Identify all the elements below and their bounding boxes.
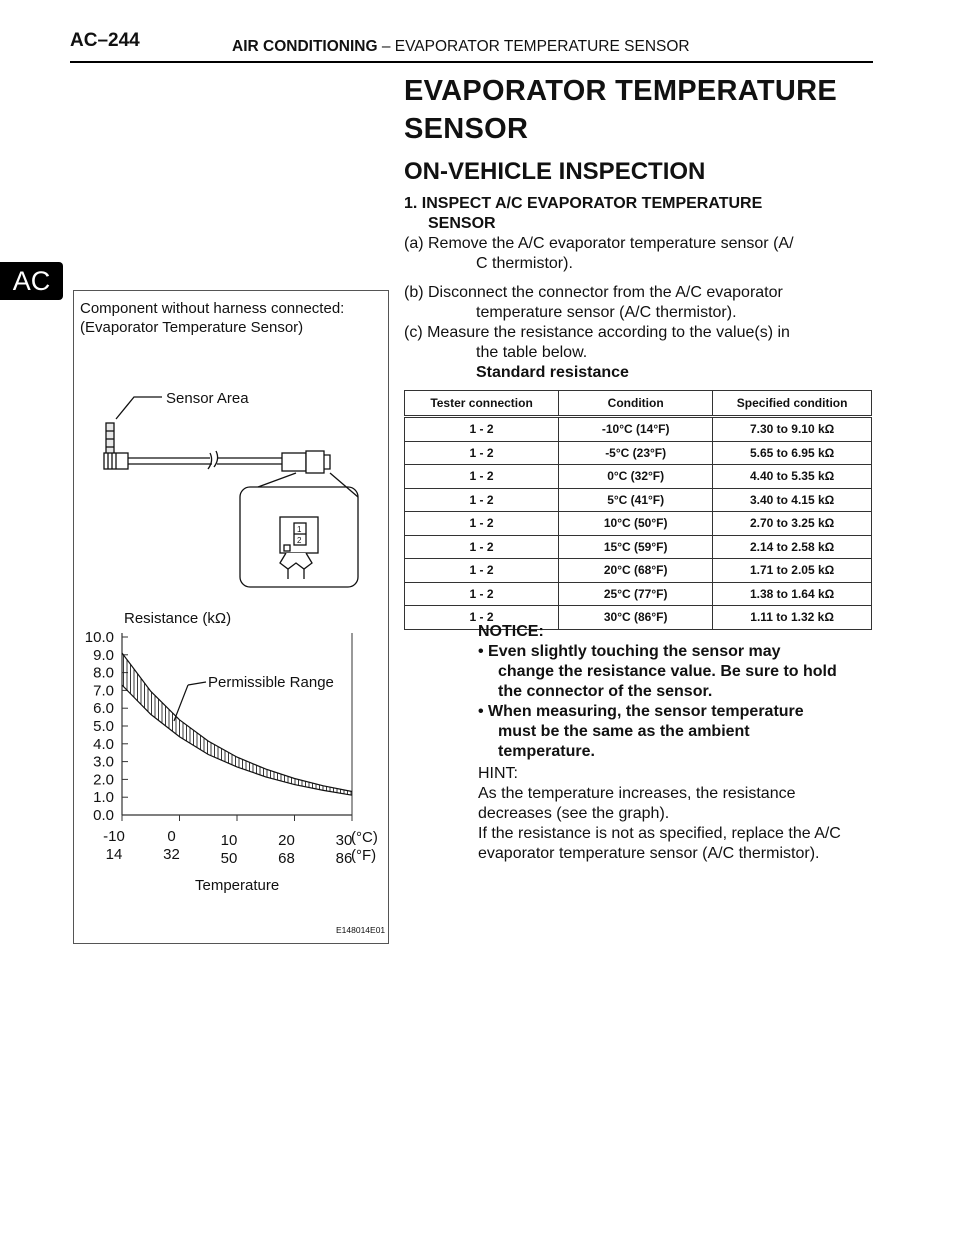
hint-line-1: As the temperature increases, the resistance xyxy=(478,785,796,802)
table-cell: 4.40 to 5.35 kΩ xyxy=(713,465,872,489)
table-cell: 1 - 2 xyxy=(405,441,559,465)
table-row xyxy=(405,417,872,442)
table-row xyxy=(405,535,872,559)
y-tick-label: 10.0 xyxy=(84,629,114,646)
y-tick-label: 9.0 xyxy=(93,646,114,664)
step-1 xyxy=(404,194,874,234)
title-line-1: EVAPORATOR TEMPERATURE xyxy=(404,75,838,107)
notice-bullet-2-line-1: • When measuring, the sensor temperature xyxy=(478,703,804,720)
standard-resistance-table xyxy=(404,390,872,630)
page-title xyxy=(404,72,837,148)
x-unit-fahrenheit: (°F) xyxy=(351,847,377,864)
resistance-chart xyxy=(85,629,353,867)
y-tick-label: 5.0 xyxy=(93,718,114,735)
x-tick-label-celsius: -10 xyxy=(103,828,125,845)
sensor-area-label: Sensor Area xyxy=(166,390,249,407)
notice-label: NOTICE: xyxy=(478,623,544,640)
y-tick-label: 0.0 xyxy=(93,807,114,824)
table-cell: 5.65 to 6.95 kΩ xyxy=(713,441,872,465)
y-axis-label: Resistance (kΩ) xyxy=(124,610,232,627)
table-cell: 1 - 2 xyxy=(405,512,559,536)
x-tick-label-fahrenheit: 50 xyxy=(220,850,238,867)
step-a xyxy=(404,234,874,274)
x-tick-label-fahrenheit: 68 xyxy=(278,850,295,867)
table-cell: 15°C (59°F) xyxy=(559,535,713,559)
table-cell: 1 - 2 xyxy=(405,582,559,606)
table-cell: 10°C (50°F) xyxy=(559,512,713,536)
y-tick-label: 1.0 xyxy=(93,789,114,807)
pin-1-label: 1 xyxy=(297,525,302,534)
sensor-illustration xyxy=(104,390,358,587)
figure-id: E148014E01 xyxy=(336,925,386,935)
step-c-line-1: (c) Measure the resistance according to the value(s) in xyxy=(404,324,790,341)
hint-label: HINT: xyxy=(478,765,518,782)
hint-line-2: decreases (see the graph). xyxy=(478,805,670,822)
step-a-line-2: C thermistor). xyxy=(476,255,573,272)
table-header-condition: Condition xyxy=(559,391,713,417)
figure-box xyxy=(73,290,389,944)
page-number: AC–244 xyxy=(70,30,140,51)
x-unit-celsius: (°C) xyxy=(351,829,378,846)
header-topic: EVAPORATOR TEMPERATURE SENSOR xyxy=(394,38,690,55)
hint-block xyxy=(478,764,878,864)
table-cell: 1.38 to 1.64 kΩ xyxy=(713,582,872,606)
table-cell: 1 - 2 xyxy=(405,535,559,559)
table-row xyxy=(405,582,872,606)
table-cell: 2.70 to 3.25 kΩ xyxy=(713,512,872,536)
table-cell: 1.11 to 1.32 kΩ xyxy=(713,606,872,630)
y-tick-label: 7.0 xyxy=(93,682,114,700)
table-header-row xyxy=(405,391,872,417)
table-cell: 1 - 2 xyxy=(405,606,559,630)
y-tick-label: 2.0 xyxy=(93,771,114,789)
figure-caption-line-1: Component without harness connected: xyxy=(80,300,345,317)
y-tick-label: 3.0 xyxy=(93,753,114,771)
pin-2-label: 2 xyxy=(297,536,302,545)
notice-bullet-2-line-2: must be the same as the ambient xyxy=(498,723,750,740)
section-heading: ON-VEHICLE INSPECTION xyxy=(404,158,706,185)
step-1-line-1: 1. INSPECT A/C EVAPORATOR TEMPERATURE xyxy=(404,195,763,212)
x-tick-label-fahrenheit: 86 xyxy=(335,850,353,867)
page-header xyxy=(232,38,690,56)
step-b xyxy=(404,283,874,323)
step-a-line-1: (a) Remove the A/C evaporator temperature sensor (A/ xyxy=(404,235,794,252)
table-cell: 1 - 2 xyxy=(405,559,559,583)
notice-bullet-1-line-3: the connector of the sensor. xyxy=(498,683,713,700)
notice-block xyxy=(478,622,878,762)
table-cell: 1 - 2 xyxy=(405,465,559,489)
x-tick-label-fahrenheit: 14 xyxy=(105,846,123,863)
step-c xyxy=(404,323,874,383)
permissible-range-leader xyxy=(188,682,206,685)
step-b-line-1: (b) Disconnect the connector from the A/C evaporator xyxy=(404,284,783,301)
x-tick-label-celsius: 30 xyxy=(335,832,353,849)
table-header-tester: Tester connection xyxy=(405,391,559,417)
step-1-line-2: SENSOR xyxy=(428,215,496,232)
header-rule xyxy=(70,61,873,63)
x-tick-label-celsius: 10 xyxy=(220,832,238,849)
figure-svg xyxy=(74,291,388,943)
permissible-range-label: Permissible Range xyxy=(208,674,334,691)
figure-caption-line-2: (Evaporator Temperature Sensor) xyxy=(80,319,304,336)
y-tick-label: 6.0 xyxy=(93,700,114,718)
table-cell: 1 - 2 xyxy=(405,488,559,512)
table-cell: 25°C (77°F) xyxy=(559,582,713,606)
hint-line-4: evaporator temperature sensor (A/C thermistor). xyxy=(478,845,820,862)
step-c-line-3: Standard resistance xyxy=(476,364,629,381)
table-header-specified: Specified condition xyxy=(713,391,872,417)
step-b-line-2: temperature sensor (A/C thermistor). xyxy=(476,304,737,321)
x-tick-label-celsius: 0 xyxy=(167,828,176,845)
notice-bullet-1-line-1: • Even slightly touching the sensor may xyxy=(478,643,781,660)
table-cell: 20°C (68°F) xyxy=(559,559,713,583)
table-cell: -5°C (23°F) xyxy=(559,441,713,465)
table-cell: 30°C (86°F) xyxy=(559,606,713,630)
table-cell: 2.14 to 2.58 kΩ xyxy=(713,535,872,559)
table-cell: -10°C (14°F) xyxy=(559,417,713,442)
x-tick-label-celsius: 20 xyxy=(278,832,295,849)
notice-bullet-1-line-2: change the resistance value. Be sure to hold xyxy=(498,663,837,680)
table-row xyxy=(405,512,872,536)
table-cell: 1.71 to 2.05 kΩ xyxy=(713,559,872,583)
table-cell: 3.40 to 4.15 kΩ xyxy=(713,488,872,512)
step-c-line-2: the table below. xyxy=(476,344,588,361)
table-row xyxy=(405,441,872,465)
table-cell: 0°C (32°F) xyxy=(559,465,713,489)
notice-bullet-2-line-3: temperature. xyxy=(498,743,595,760)
table-cell: 7.30 to 9.10 kΩ xyxy=(713,417,872,442)
y-tick-label: 8.0 xyxy=(93,664,114,682)
table-row xyxy=(405,465,872,489)
header-section: AIR CONDITIONING xyxy=(232,38,378,55)
x-tick-label-fahrenheit: 32 xyxy=(163,846,180,863)
table-row xyxy=(405,559,872,583)
title-line-2: SENSOR xyxy=(404,113,529,145)
y-tick-label: 4.0 xyxy=(93,735,114,753)
table-cell: 1 - 2 xyxy=(405,417,559,442)
table-row xyxy=(405,488,872,512)
table-cell: 5°C (41°F) xyxy=(559,488,713,512)
header-separator: – xyxy=(377,38,395,55)
section-tab: AC xyxy=(0,262,63,300)
hint-line-3: If the resistance is not as specified, replace the A/C xyxy=(478,825,841,842)
x-axis-label: Temperature xyxy=(195,877,280,894)
